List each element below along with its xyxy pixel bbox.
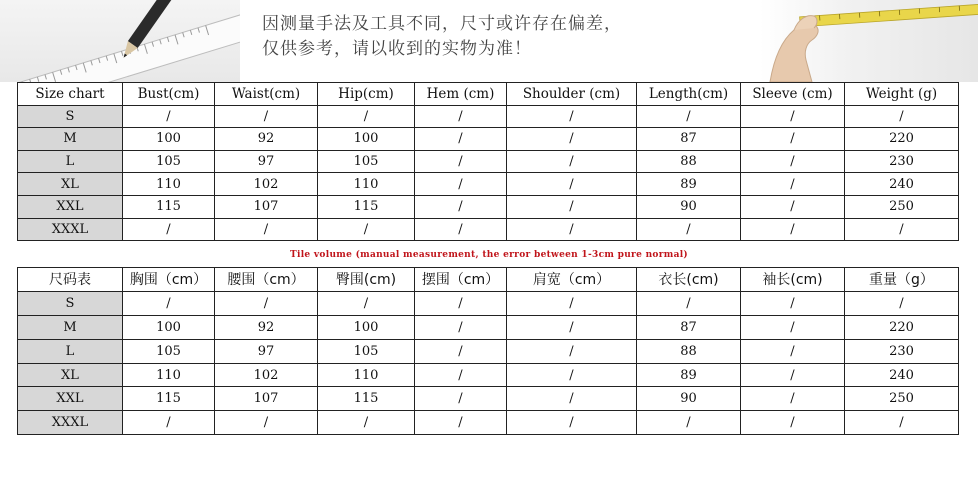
- disclaimer-line-1: 因测量手法及工具不同，尺寸或许存在偏差，: [262, 14, 622, 34]
- size-cell: XL: [18, 173, 123, 196]
- size-cell: M: [18, 315, 123, 339]
- tile-volume-note: Tile volume (manual measurement, the error between 1-3cm pure normal): [290, 250, 688, 260]
- size-cell: S: [18, 291, 123, 315]
- table-row: [18, 363, 959, 387]
- table-cell: /: [318, 291, 415, 315]
- table-cell: /: [123, 218, 215, 241]
- header-cell: 臀围(cm): [318, 268, 415, 292]
- table-cell: 100: [123, 315, 215, 339]
- table-cell: /: [507, 218, 637, 241]
- table-cell: 87: [637, 315, 741, 339]
- header-cell: Shoulder (cm): [507, 83, 637, 106]
- table-cell: 240: [845, 173, 959, 196]
- table-cell: /: [507, 173, 637, 196]
- header-cell: 肩宽（cm）: [507, 268, 637, 292]
- header-cell: 腰围（cm）: [215, 268, 318, 292]
- table-cell: 110: [123, 363, 215, 387]
- table-cell: 88: [637, 339, 741, 363]
- table-cell: /: [215, 291, 318, 315]
- table-cell: 89: [637, 363, 741, 387]
- size-cell: XXL: [18, 195, 123, 218]
- table-cell: /: [123, 105, 215, 128]
- table-cell: /: [845, 411, 959, 435]
- table-cell: 220: [845, 128, 959, 151]
- table-cell: /: [507, 195, 637, 218]
- table-cell: 100: [318, 315, 415, 339]
- table-cell: /: [507, 411, 637, 435]
- table-cell: 105: [123, 339, 215, 363]
- table-cell: /: [845, 218, 959, 241]
- table-cell: 100: [123, 128, 215, 151]
- table-cell: /: [415, 105, 507, 128]
- table-cell: /: [507, 387, 637, 411]
- table-cell: /: [415, 363, 507, 387]
- table-cell: /: [318, 105, 415, 128]
- header-cell: Length(cm): [637, 83, 741, 106]
- table-cell: /: [415, 411, 507, 435]
- table-row: [18, 173, 959, 196]
- table-cell: /: [507, 105, 637, 128]
- size-cell: L: [18, 150, 123, 173]
- table-cell: /: [415, 339, 507, 363]
- header-cell: 摆围（cm）: [415, 268, 507, 292]
- table-cell: 105: [123, 150, 215, 173]
- table-cell: /: [741, 387, 845, 411]
- table-cell: 92: [215, 315, 318, 339]
- measurement-disclaimer: [262, 12, 782, 62]
- table-cell: /: [845, 105, 959, 128]
- table-cell: /: [507, 339, 637, 363]
- table-cell: 230: [845, 150, 959, 173]
- table-row: [18, 150, 959, 173]
- table-cell: 87: [637, 128, 741, 151]
- table-cell: /: [741, 339, 845, 363]
- header-cell: 胸围（cm）: [123, 268, 215, 292]
- table-cell: /: [637, 291, 741, 315]
- table-cell: 115: [318, 387, 415, 411]
- table-cell: 110: [123, 173, 215, 196]
- table-cell: /: [415, 387, 507, 411]
- table-cell: 115: [318, 195, 415, 218]
- table-row: [18, 128, 959, 151]
- table-cell: /: [741, 315, 845, 339]
- table-cell: 107: [215, 195, 318, 218]
- header-cell: 袖长(cm): [741, 268, 845, 292]
- table-cell: 105: [318, 150, 415, 173]
- disclaimer-line-2: 仅供参考，请以收到的实物为准！: [262, 39, 532, 59]
- table-cell: 110: [318, 363, 415, 387]
- table-cell: 102: [215, 363, 318, 387]
- header-cell: Hem (cm): [415, 83, 507, 106]
- table-cell: /: [507, 315, 637, 339]
- table-cell: /: [123, 291, 215, 315]
- header-cell: Hip(cm): [318, 83, 415, 106]
- table-cell: /: [741, 363, 845, 387]
- table-row: [18, 291, 959, 315]
- table-row: [18, 387, 959, 411]
- table-cell: /: [741, 173, 845, 196]
- table-cell: /: [415, 315, 507, 339]
- table-cell: 230: [845, 339, 959, 363]
- table-cell: /: [123, 411, 215, 435]
- table-row: [18, 411, 959, 435]
- table-cell: /: [215, 411, 318, 435]
- table-cell: 250: [845, 387, 959, 411]
- table-cell: 89: [637, 173, 741, 196]
- banner: [0, 0, 978, 82]
- table-cell: 90: [637, 387, 741, 411]
- header-cell: 尺码表: [18, 268, 123, 292]
- table-cell: /: [741, 218, 845, 241]
- table-cell: /: [845, 291, 959, 315]
- table-cell: /: [415, 128, 507, 151]
- table-cell: /: [637, 218, 741, 241]
- table-cell: 107: [215, 387, 318, 411]
- table-cell: /: [507, 150, 637, 173]
- table-cell: 97: [215, 150, 318, 173]
- size-chart-table-en: [17, 82, 959, 241]
- table-cell: 250: [845, 195, 959, 218]
- size-cell: S: [18, 105, 123, 128]
- table-row: [18, 105, 959, 128]
- table-cell: /: [637, 411, 741, 435]
- table-row: [18, 218, 959, 241]
- table-cell: /: [507, 363, 637, 387]
- table-row: [18, 195, 959, 218]
- table-cell: /: [637, 105, 741, 128]
- header-cell: 衣长(cm): [637, 268, 741, 292]
- table-cell: /: [741, 291, 845, 315]
- pencil-ruler-icon: [0, 0, 240, 82]
- size-cell: XXL: [18, 387, 123, 411]
- table-cell: /: [318, 411, 415, 435]
- table-cell: /: [507, 291, 637, 315]
- table-cell: /: [741, 128, 845, 151]
- table-cell: 105: [318, 339, 415, 363]
- table-cell: /: [741, 195, 845, 218]
- table-cell: /: [215, 218, 318, 241]
- table-cell: 240: [845, 363, 959, 387]
- header-cell: Size chart: [18, 83, 123, 106]
- size-cell: M: [18, 128, 123, 151]
- table-cell: /: [415, 218, 507, 241]
- table-row: [18, 315, 959, 339]
- table-header-row: [18, 83, 959, 106]
- table-cell: 110: [318, 173, 415, 196]
- table-cell: /: [741, 150, 845, 173]
- table-cell: /: [215, 105, 318, 128]
- table-cell: 115: [123, 195, 215, 218]
- header-cell: Waist(cm): [215, 83, 318, 106]
- table-cell: 88: [637, 150, 741, 173]
- table-cell: 90: [637, 195, 741, 218]
- table-cell: 220: [845, 315, 959, 339]
- size-cell: XL: [18, 363, 123, 387]
- table-cell: /: [415, 173, 507, 196]
- table-header-row: [18, 268, 959, 292]
- hand-tape-measure-icon: [760, 0, 978, 82]
- table-cell: /: [741, 105, 845, 128]
- size-cell: L: [18, 339, 123, 363]
- table-cell: 115: [123, 387, 215, 411]
- size-cell: XXXL: [18, 411, 123, 435]
- table-cell: 102: [215, 173, 318, 196]
- size-cell: XXXL: [18, 218, 123, 241]
- header-cell: Weight (g): [845, 83, 959, 106]
- table-cell: 97: [215, 339, 318, 363]
- table-cell: /: [415, 150, 507, 173]
- table-cell: /: [741, 411, 845, 435]
- table-row: [18, 339, 959, 363]
- header-cell: 重量（g）: [845, 268, 959, 292]
- table-cell: /: [415, 195, 507, 218]
- table-cell: 100: [318, 128, 415, 151]
- table-cell: /: [507, 128, 637, 151]
- size-chart-table-cn: [17, 267, 959, 435]
- table-cell: /: [415, 291, 507, 315]
- header-cell: Bust(cm): [123, 83, 215, 106]
- table-cell: 92: [215, 128, 318, 151]
- table-cell: /: [318, 218, 415, 241]
- header-cell: Sleeve (cm): [741, 83, 845, 106]
